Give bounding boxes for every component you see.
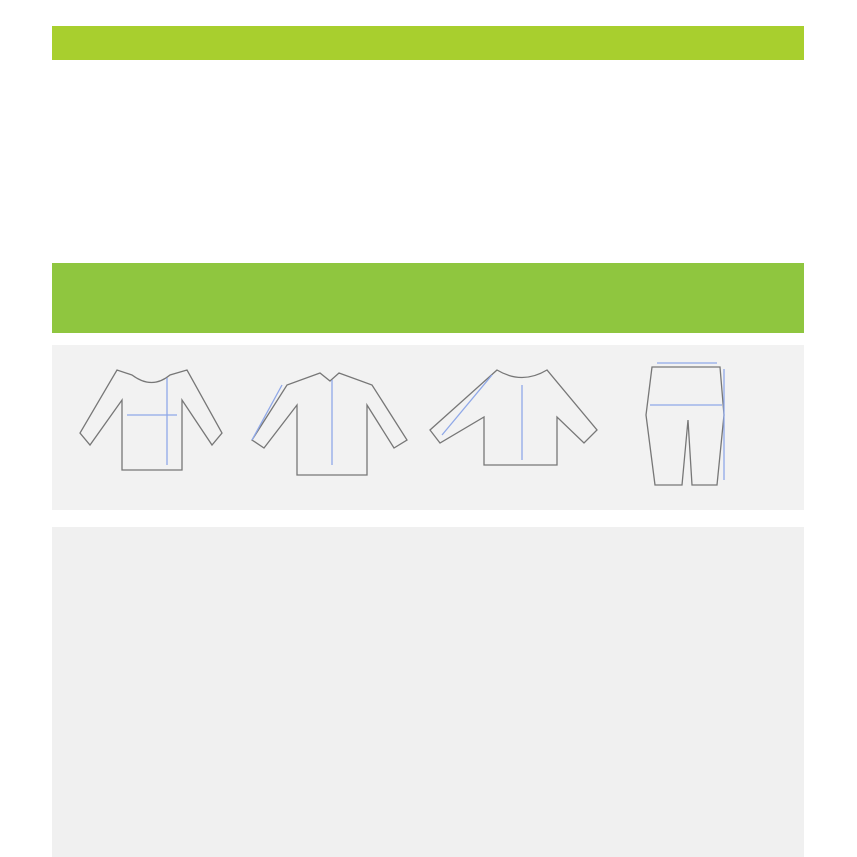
- tshirt-outline: [80, 370, 222, 470]
- shirt-outline: [252, 373, 407, 475]
- garment-outlines: [52, 345, 804, 510]
- note-band: [52, 263, 804, 333]
- size-table-header: [52, 26, 804, 60]
- recommendation-section: [52, 527, 804, 857]
- pants-outline: [646, 367, 724, 485]
- raglan-outline: [430, 370, 597, 465]
- size-table: [52, 26, 804, 60]
- measurement-diagrams: [52, 345, 804, 510]
